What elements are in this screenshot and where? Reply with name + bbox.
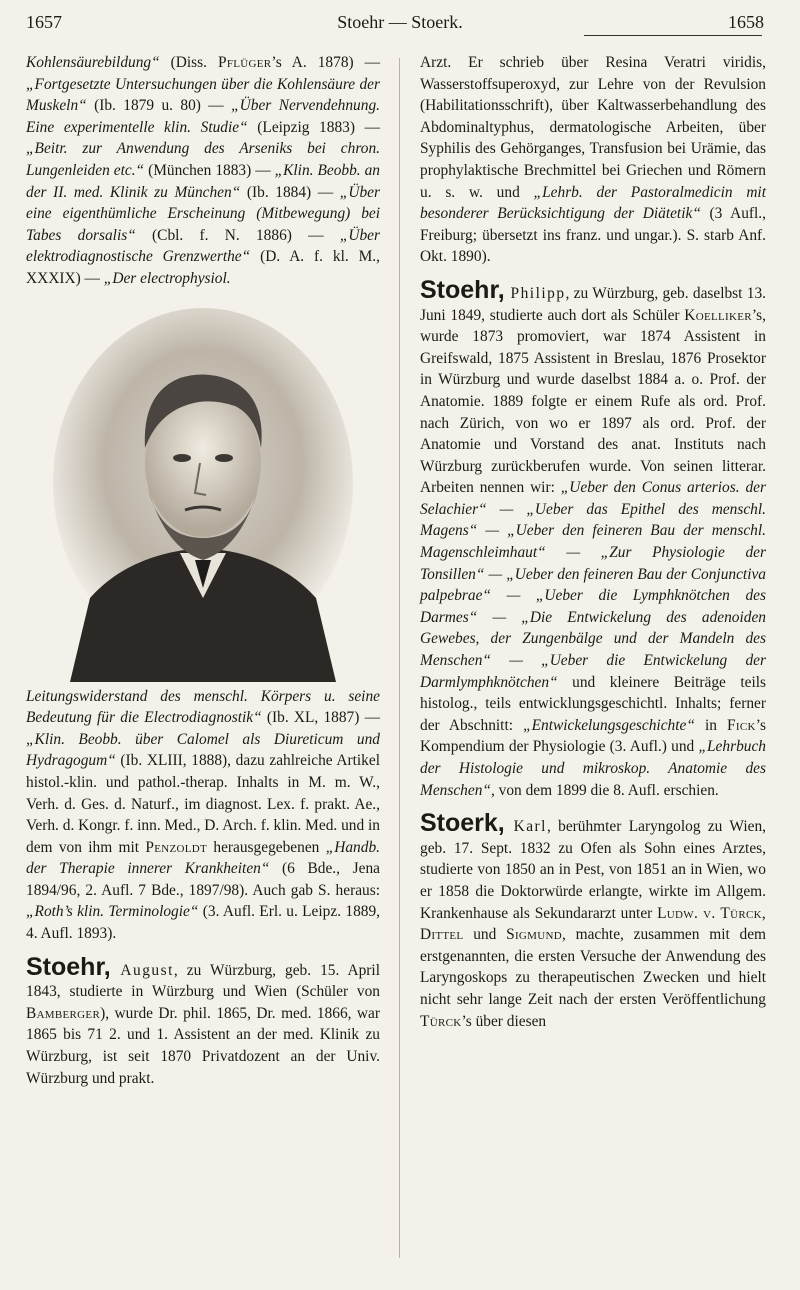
page-number-left: 1657 <box>26 12 62 32</box>
entry-stoerk-karl: Stoerk, Karl, berühmter Laryngolog zu Wien, geb. 17. Sept. 1832 zu Ofen als Sohn eines Arztes, studierte von 1850 an in Pest, von 1851 an in Wien, wo er 1858 die Doktorwürde erlangte, wirkte im Allgem. Krankenhause als Sekundararzt unter Ludw. v. Türck, Dittel und Sigmund, machte, zusammen mit dem erstgenannten, die ersten Versuche der Anwendung des Laryngoskops zu therapeutischen Zwecken und hielt nicht sehr lange Zeit nach der ersten Veröffentlichung Türck’s über diesen <box>420 809 767 1030</box>
column-divider <box>399 58 400 1258</box>
right-column <box>420 52 766 1032</box>
page-number-right: 1658 <box>728 12 764 32</box>
entry-name: Stoehr, <box>420 275 505 304</box>
stoehr-continued-paragraph: Kohlensäurebildung“ (Diss. Pflüger’s A. 1878) — „Fortgesetzte Untersuchungen über die Kohlensäure der Muskeln“ (Ib. 1879 u. 80) — „Über Nervendehnung. Eine experimentelle klin. Studie“ (Leipzig 1883) — „Beitr. zur Anwendung des Arseniks bei chron. Lungenleiden etc.“ (München 1883) — „Klin. Beobb. an der II. med. Klinik zu München“ (Ib. 1884) — „Über eine eigenthümliche Erscheinung (Mitbewegung) bei Tabes dorsalis“ (Cbl. f. N. 1886) — „Über elektrodiagnostische Grenzwerthe“ (D. A. f. kl. M., XXXIX) — „Der electrophysiol. <box>26 54 381 287</box>
entry-stoehr-philipp: Stoehr, Philipp, zu Würzburg, geb. daselbst 13. Juni 1849, studierte auch dort als Schüler Koelliker’s, wurde 1873 promoviert, war 1874 Assistent in Greifswald, 1875 Assistent in Breslau, 1876 Prosektor in Würzburg und wurde daselbst 1884 a. o. Prof. der Anatomie. 1889 folgte er einem Rufe als ord. Prof. nach Zürich, von wo er 1897 als ord. Prof. der Anatomie und Vorstand des anat. Instituts nach Würzburg zurückberufen wurde. Von seinen litterar. Arbeiten nennen wir: „Ueber den Conus arterios. der Selachier“ — „Ueber das Epithel des menschl. Magens“ — „Ueber den feineren Bau der menschl. Magenschleimhaut“ — „Zur Physiologie der Tonsillen“ — „Ueber den feineren Bau der Conjunctiva palpebrae“ — „Ueber die Lymphknötchen des Darmes“ — „Die Entwickelung des adenoiden Gewebes, der Zungenbälge und der Mandeln des Menschen“ — „Ueber die Entwickelung der Darmlymphknötchen“ und kleinere Beiträge teils histolog., teils entwicklungsgeschichtl. Inhalts; ferner der Abschnitt: „Entwickelungsgeschichte“ in Fick’s Kompendium der Physiologie (3. Aufl.) und „Lehrbuch der Histologie und mikroskop. Anatomie des Menschen“, von dem 1899 die 8. Aufl. erschien. <box>420 275 766 799</box>
running-title: Stoehr — Stoerk. <box>337 12 463 32</box>
portrait-image <box>30 298 376 682</box>
entry-name: Stoerk, <box>420 809 505 838</box>
header-rule <box>584 35 762 36</box>
left-column <box>26 52 380 1089</box>
entry-name: Stoehr, <box>26 952 111 981</box>
entry-stoehr-august: Stoehr, August, zu Würzburg, geb. 15. April 1843, studierte in Würzburg und Wien (Schüler von Bamberger), wurde Dr. phil. 1865, Dr. med. 1866, war 1865 bis 71 2. und 1. Assistent an der med. Klinik zu Würzburg, ist seit 1870 Privatdozent an der Univ. Würzburg und prakt. <box>26 952 380 1087</box>
stoehr-august-continued: Arzt. Er schrieb über Resina Veratri viridis, Wasserstoffsuperoxyd, zur Lehre von der Revulsion (Habilitationsschrift), über Kaltwasserbehandlung des Abdominaltyphus, dermatologische Arbeiten, über Syphilis des Gehörganges, Transfusion bei Urämie, das prophylaktische Brechmittel bei Griechen und Römern u. s. w. und „Lehrb. der Pastoralmedicin mit besonderer Berücksichtigung der Diätetik“ (3 Aufl., Freiburg; übersetzt ins franz. und ungar.). S. starb Anf. Okt. 1890). <box>420 54 767 266</box>
stoehr-continued-paragraph-2: Leitungswiderstand des menschl. Körpers u. seine Bedeutung für die Electrodiagnostik“ (Ib. XL, 1887) — „Klin. Beobb. über Calomel als Diureticum und Hydragogum“ (Ib. XLIII, 1888), dazu zahlreiche Artikel histol.-klin. und pathol.-therap. Inhalts in M. m. W., Verh. d. Ges. d. Naturf., im diagnost. Lex. f. prakt. Ae., Verh. d. Kongr. f. inn. Med., D. Arch. f. klin. Med. und in dem von ihm mit Penzoldt herausgegebenen „Handb. der Therapie innerer Krankheiten“ (6 Bde., Jena 1894/96, 2. Aufl. 7 Bde., 1897/98). Auch gab S. heraus: „Roth’s klin. Terminologie“ (3. Aufl. Erl. u. Leipz. 1889, 4. Aufl. 1893). <box>26 687 380 943</box>
